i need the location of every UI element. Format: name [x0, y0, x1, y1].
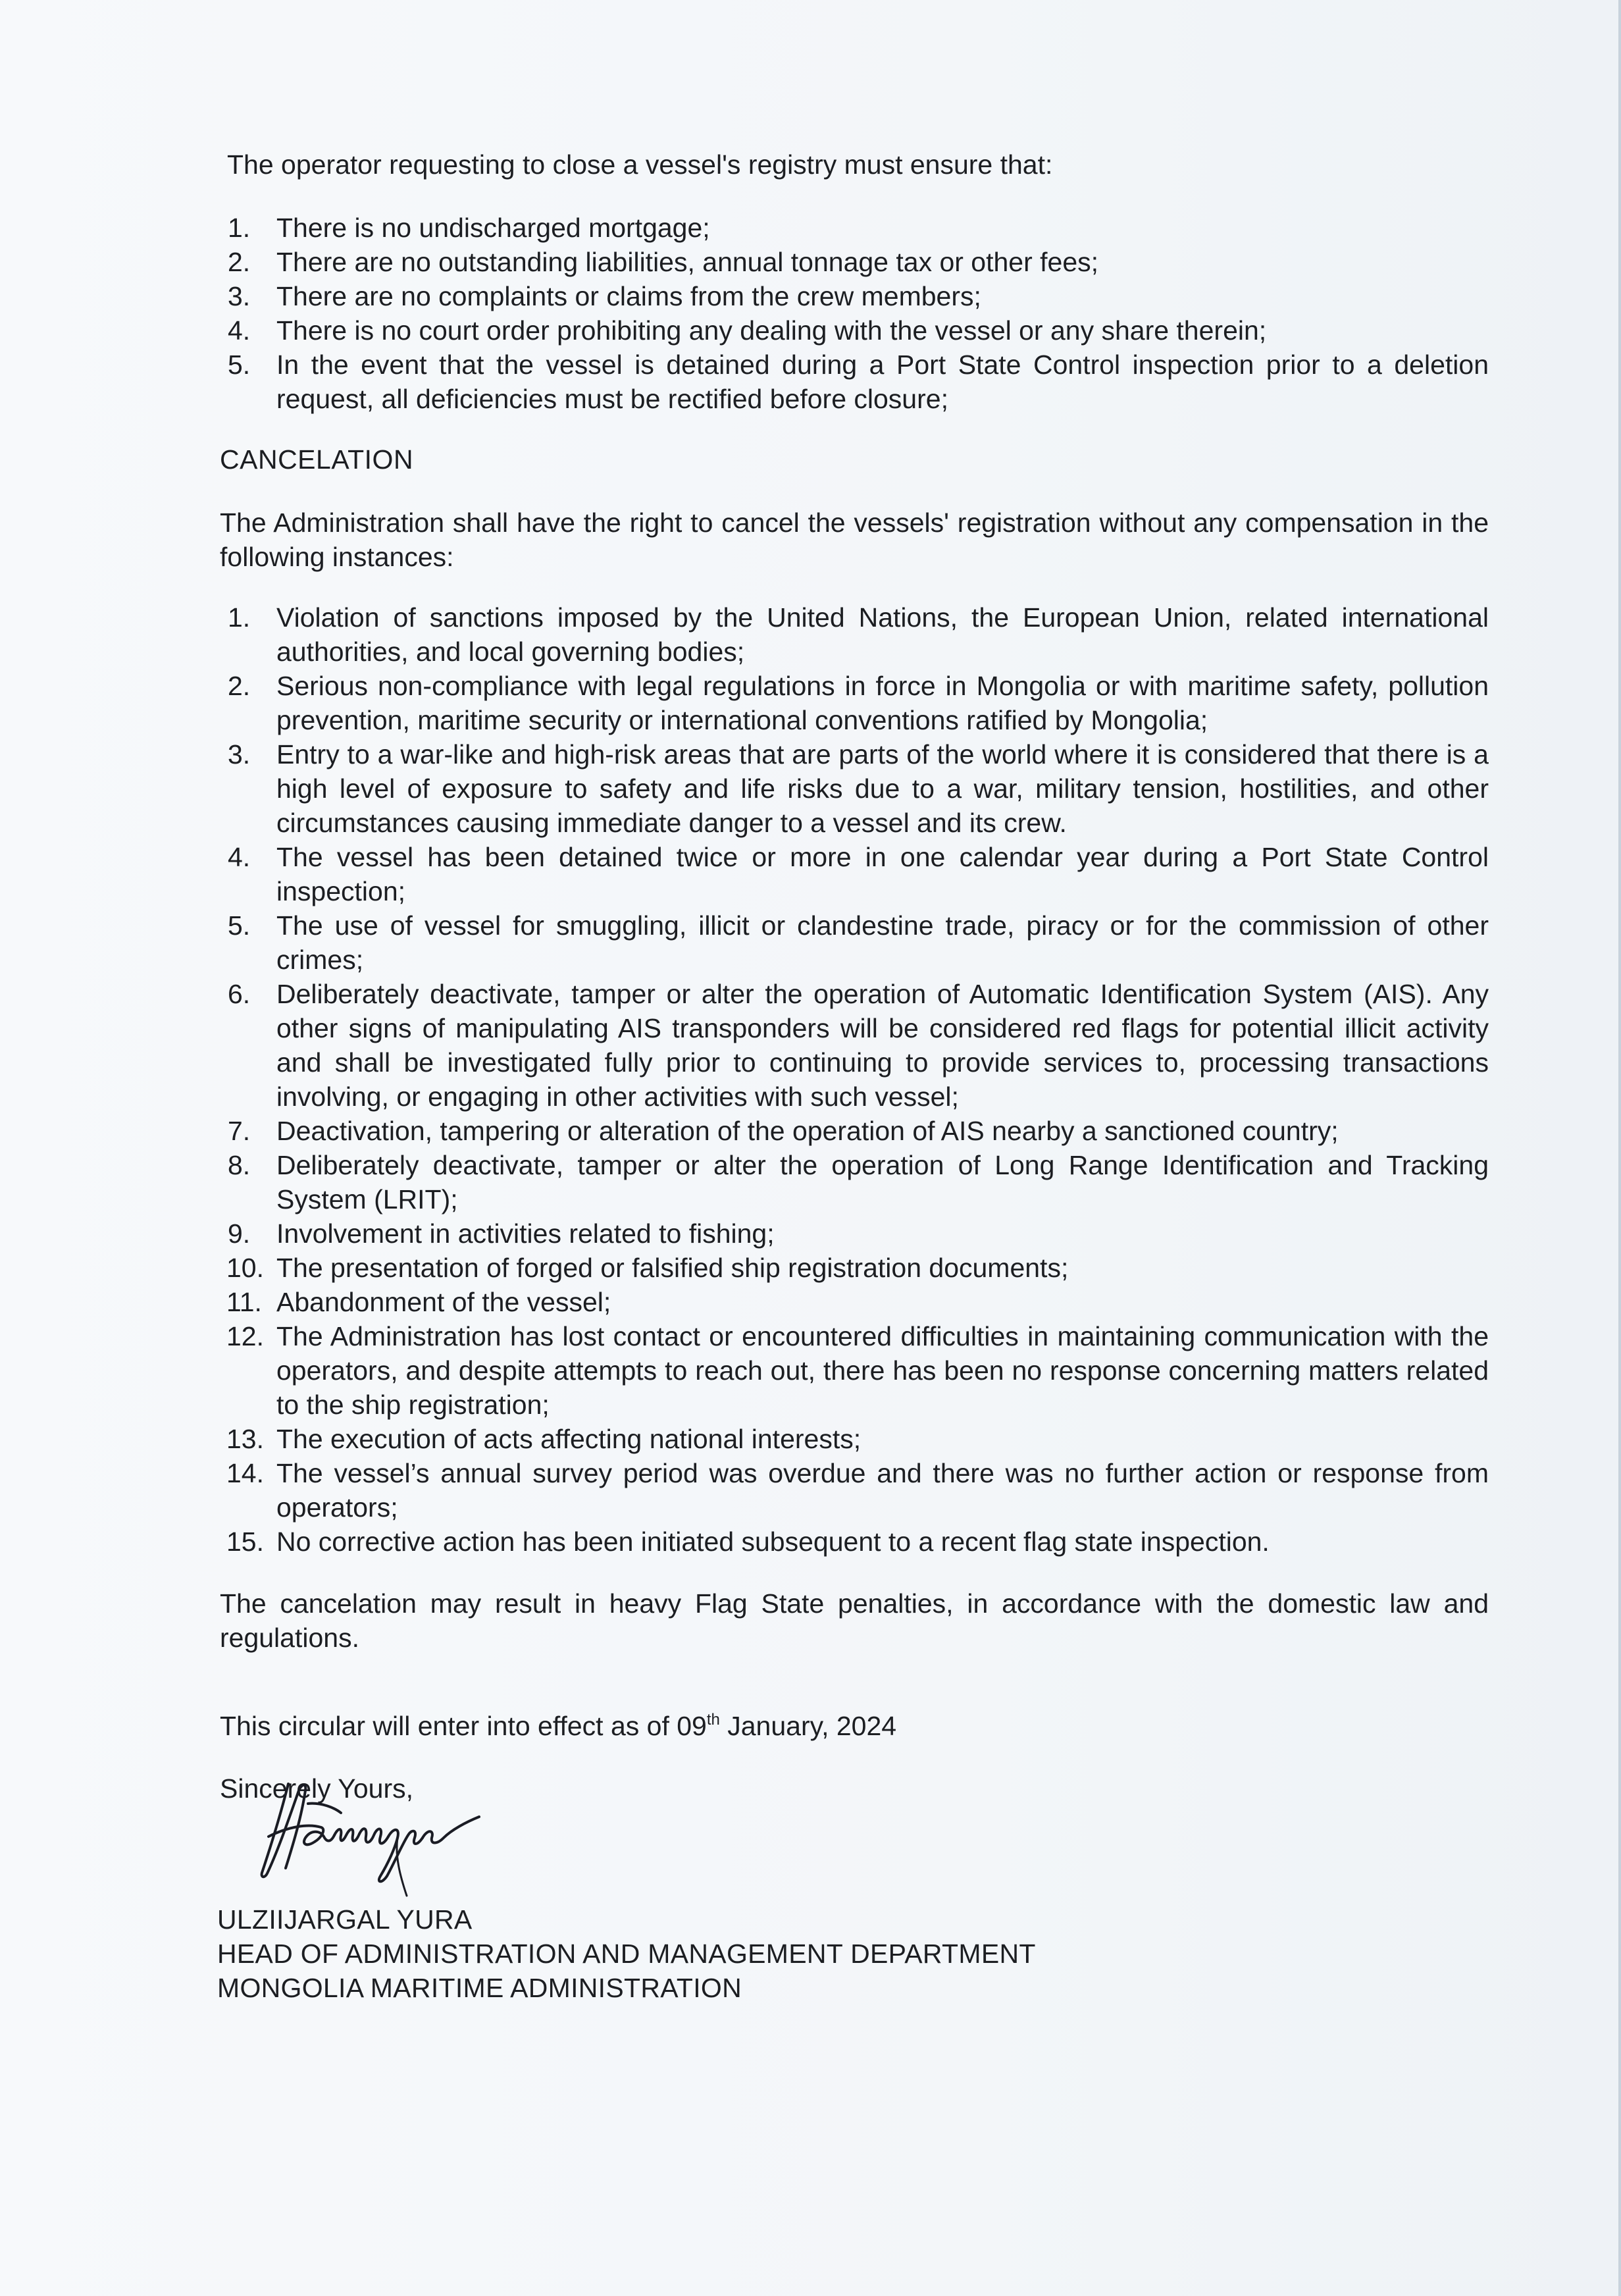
list-number: 14.: [226, 1458, 264, 1488]
list-item: [220, 1216, 1489, 1251]
list-item: [220, 908, 1489, 977]
list-item-text: Deactivation, tampering or alteration of the operation of AIS nearby a sanctioned country;: [276, 1116, 1339, 1146]
list-item-text: Involvement in activities related to fishing;: [276, 1218, 775, 1249]
signatory-title: HEAD OF ADMINISTRATION AND MANAGEMENT DEPARTMENT: [217, 1939, 1036, 1969]
list-number: 1.: [228, 602, 251, 633]
closing-salutation: Sincerely Yours,: [220, 1773, 414, 1804]
effective-date-paragraph: [220, 1709, 1489, 1743]
list-number: 12.: [226, 1321, 264, 1351]
list-item: [220, 1319, 1489, 1422]
signatory-name: ULZIIJARGAL YURA: [217, 1904, 473, 1935]
penalty-paragraph: The cancelation may result in heavy Flag State penalties, in accordance with the domestic law and regulations.: [220, 1588, 1489, 1653]
list-item-text: There is no undischarged mortgage;: [276, 213, 710, 243]
list-number: 1.: [228, 213, 251, 243]
list-item-text: The vessel has been detained twice or more in one calendar year during a Port State Control inspection;: [276, 842, 1489, 906]
list-number: 3.: [228, 739, 251, 770]
signatory-block: [217, 1902, 1036, 2005]
list-number: 2.: [228, 671, 251, 701]
list-number: 4.: [228, 315, 251, 346]
list-item-text: The vessel’s annual survey period was overdue and there was no further action or response from operators;: [276, 1458, 1489, 1523]
list-number: 5.: [228, 350, 251, 380]
list-item: [220, 600, 1489, 669]
list-item: [220, 1525, 1489, 1559]
list-number: 4.: [228, 842, 251, 872]
list-item-text: There are no complaints or claims from the crew members;: [276, 281, 981, 311]
list-item: [220, 669, 1489, 737]
list-item-text: No corrective action has been initiated subsequent to a recent flag state inspection.: [276, 1526, 1270, 1557]
list-item-text: Deliberately deactivate, tamper or alter the operation of Automatic Identification System (AIS). Any other signs of manipulating AIS transponders will be considered red flags for potential illicit activity and shall be investigated fully prior to continuing to provide services to, processing transactions involving, or engaging in other activities with such vessel;: [276, 979, 1489, 1112]
closure-conditions-list: [220, 211, 1489, 416]
list-item: [220, 1114, 1489, 1148]
list-item-text: The use of vessel for smuggling, illicit or clandestine trade, piracy or for the commission of other crimes;: [276, 910, 1489, 975]
list-item: [220, 245, 1489, 279]
list-item-text: The Administration has lost contact or encountered difficulties in maintaining communication with the operators, and despite attempts to reach out, there has been no response concerning matters related to the ship registration;: [276, 1321, 1489, 1420]
list-number: 6.: [228, 979, 251, 1009]
list-item-text: Abandonment of the vessel;: [276, 1287, 611, 1317]
list-number: 15.: [226, 1526, 264, 1557]
list-number: 3.: [228, 281, 251, 311]
list-item: [220, 211, 1489, 245]
cancelation-intro-paragraph: The Administration shall have the right to cancel the vessels' registration without any compensation in the following instances:: [220, 508, 1489, 572]
list-item-text: Entry to a war-like and high-risk areas that are parts of the world where it is considered that there is a high level of exposure to safety and life risks due to a war, military tension, hostilities, and other circumstances causing immediate danger to a vessel and its crew.: [276, 739, 1489, 838]
list-number: 9.: [228, 1218, 251, 1249]
list-item-text: The execution of acts affecting national interests;: [276, 1424, 862, 1454]
list-item: [220, 977, 1489, 1114]
list-item-text: Deliberately deactivate, tamper or alter the operation of Long Range Identification and Tracking System (LRIT);: [276, 1150, 1489, 1214]
list-item: [220, 348, 1489, 416]
cancelation-heading: CANCELATION: [220, 444, 414, 475]
list-item: [220, 840, 1489, 908]
handwritten-signature: [242, 1764, 505, 1909]
list-item: [220, 279, 1489, 313]
list-number: 10.: [226, 1253, 264, 1283]
list-number: 5.: [228, 910, 251, 941]
list-item: [220, 313, 1489, 348]
effective-date-text-end: January, 2024: [719, 1711, 897, 1741]
list-item-text: Violation of sanctions imposed by the United Nations, the European Union, related international authorities, and local governing bodies;: [276, 602, 1489, 667]
list-number: 13.: [226, 1424, 264, 1454]
list-item: [220, 1251, 1489, 1285]
list-item-text: There is no court order prohibiting any dealing with the vessel or any share therein;: [276, 315, 1267, 346]
list-item-text: In the event that the vessel is detained during a Port State Control inspection prior to a deletion request, all deficiencies must be rectified before closure;: [276, 350, 1489, 414]
list-number: 11.: [226, 1287, 262, 1317]
signatory-organization: MONGOLIA MARITIME ADMINISTRATION: [217, 1973, 742, 2003]
list-item: [220, 1148, 1489, 1216]
list-item: [220, 1285, 1489, 1319]
list-item-text: Serious non-compliance with legal regulations in force in Mongolia or with maritime safety, pollution prevention, maritime security or international conventions ratified by Mongolia;: [276, 671, 1489, 735]
list-item: [220, 1456, 1489, 1525]
list-number: 7.: [228, 1116, 251, 1146]
cancelation-instances-list: [220, 600, 1489, 1559]
list-item-text: The presentation of forged or falsified ship registration documents;: [276, 1253, 1069, 1283]
list-number: 8.: [228, 1150, 251, 1180]
effective-date-text: This circular will enter into effect as of 09: [220, 1711, 707, 1741]
list-item: [220, 737, 1489, 840]
ordinal-suffix: th: [706, 1711, 720, 1729]
list-item: [220, 1422, 1489, 1456]
list-item-text: There are no outstanding liabilities, annual tonnage tax or other fees;: [276, 247, 1099, 277]
list-number: 2.: [228, 247, 251, 277]
intro-paragraph: The operator requesting to close a vessel's registry must ensure that:: [227, 149, 1053, 180]
